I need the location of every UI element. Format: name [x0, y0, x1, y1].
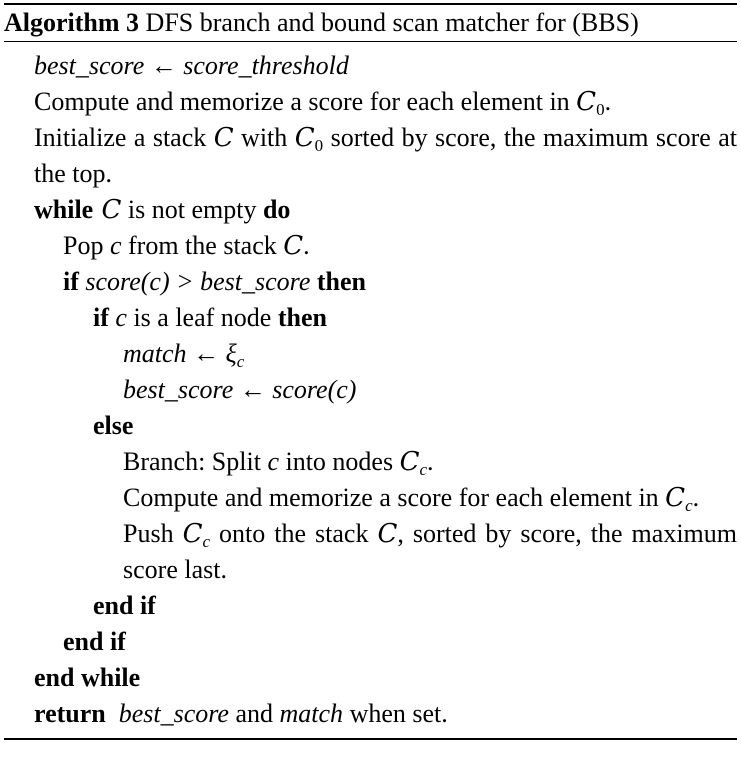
algorithm-caption	[4, 5, 737, 41]
line-14-kw: end if	[93, 591, 156, 620]
line-13-post: , sorted by score, the maximum score last.	[123, 519, 737, 584]
line-11-mid: into nodes	[278, 447, 400, 476]
line-4-set: C	[93, 195, 122, 225]
line-13-set1: C	[182, 519, 203, 549]
line-7	[4, 300, 737, 336]
line-6-kw1: if	[63, 267, 79, 296]
line-3	[4, 120, 737, 192]
line-13-sub: c	[202, 532, 211, 551]
line-12-sub: c	[685, 496, 693, 515]
line-17-mid: and	[228, 699, 280, 728]
line-5-mid: from the stack	[121, 231, 284, 260]
line-9-val: score(c)	[272, 375, 357, 404]
line-17-post: when set.	[343, 699, 448, 728]
line-13	[4, 516, 737, 588]
line-1-var: best_score	[34, 51, 145, 80]
line-11-var: c	[267, 447, 279, 476]
line-12	[4, 480, 737, 516]
line-4	[4, 192, 737, 228]
line-10	[4, 408, 737, 444]
line-6-expr: score(c) > best_score	[78, 267, 317, 296]
line-3-post: sorted by score, the maximum score at the top.	[34, 123, 737, 188]
line-17-v2: match	[279, 699, 344, 728]
line-3-mid: with	[233, 123, 295, 152]
line-5-pre: Pop	[63, 231, 110, 260]
algorithm-block	[4, 3, 737, 740]
line-3-sub: 0	[314, 136, 324, 155]
line-13-mid: onto the stack	[210, 519, 378, 548]
line-17-v1: best_score	[118, 699, 229, 728]
line-12-post: .	[692, 483, 700, 512]
line-2-set: C	[576, 87, 597, 117]
line-9-arrow: ←	[233, 375, 273, 404]
line-4-kw2: do	[262, 195, 291, 224]
line-3-set2: C	[294, 123, 315, 153]
bottom-rule	[4, 738, 737, 740]
line-2-post: .	[604, 87, 612, 116]
line-5-var: c	[109, 231, 122, 260]
line-8-sub: c	[236, 352, 245, 371]
line-9-var: best_score	[123, 375, 234, 404]
line-7-mid: is a leaf node	[126, 303, 278, 332]
line-1-arrow: ←	[144, 51, 184, 80]
line-7-var: c	[108, 303, 127, 332]
line-2-pre: Compute and memorize a score for each element in	[34, 87, 577, 116]
line-14	[4, 588, 737, 624]
line-3-set1: C	[213, 123, 234, 153]
line-7-kw1: if	[93, 303, 109, 332]
line-9	[4, 372, 737, 408]
line-11-post: .	[427, 447, 434, 476]
line-11-sub: c	[419, 460, 428, 479]
line-4-mid: is not empty	[121, 195, 263, 224]
line-16	[4, 660, 737, 696]
line-2	[4, 84, 737, 120]
line-11	[4, 444, 737, 480]
line-4-kw1: while	[34, 195, 94, 224]
line-1-val: score_threshold	[183, 51, 349, 80]
line-3-pre: Initialize a stack	[34, 123, 214, 152]
line-17	[4, 696, 737, 732]
algorithm-label: Algorithm 3	[4, 8, 140, 37]
algorithm-body	[4, 42, 737, 738]
line-6	[4, 264, 737, 300]
line-15-kw: end if	[63, 627, 126, 656]
line-16-kw: end while	[34, 663, 141, 692]
line-12-set: C	[665, 483, 686, 513]
line-12-pre: Compute and memorize a score for each element in	[123, 483, 666, 512]
algorithm-title: DFS branch and bound scan matcher for (BBS)	[145, 8, 639, 37]
line-5	[4, 228, 737, 264]
line-11-set: C	[399, 447, 420, 477]
line-2-sub: 0	[596, 100, 605, 119]
line-8	[4, 336, 737, 372]
line-8-var: match	[123, 339, 187, 368]
line-11-pre: Branch: Split	[123, 447, 268, 476]
line-6-kw2: then	[316, 267, 367, 296]
line-10-kw: else	[93, 411, 134, 440]
line-5-set: C	[283, 231, 304, 261]
line-13-set2: C	[377, 519, 398, 549]
line-8-val: ξ	[225, 339, 237, 368]
line-1	[4, 48, 737, 84]
line-8-arrow: ←	[186, 339, 226, 368]
line-17-kw: return	[34, 699, 106, 728]
line-5-post: .	[303, 231, 310, 260]
line-13-pre: Push	[123, 519, 183, 548]
line-7-kw2: then	[277, 303, 327, 332]
line-15	[4, 624, 737, 660]
